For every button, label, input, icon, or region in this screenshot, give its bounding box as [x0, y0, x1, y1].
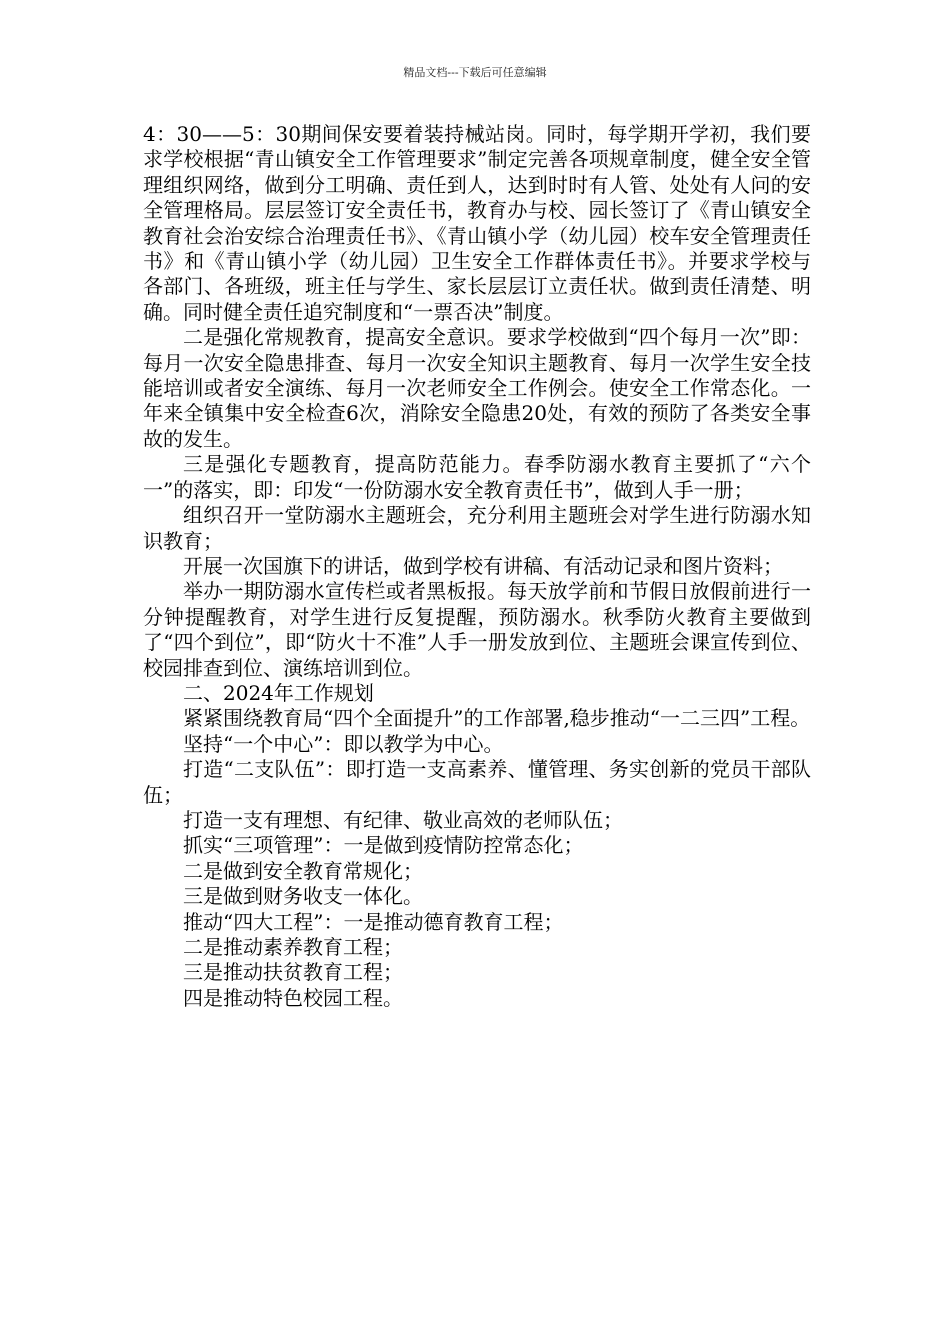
paragraph-flag-speech: 开展一次国旗下的讲话，做到学校有讲稿、有活动记录和图片资料； — [183, 553, 783, 578]
paragraph-poverty-education: 三是推动扶贫教育工程； — [183, 960, 403, 985]
paragraph-one-center: 坚持“一个中心”：即以教学为中心。 — [183, 731, 504, 756]
paragraph-two-teams: 打造“二支队伍”：即打造一支高素养、懂管理、务实创新的党员干部队伍； — [143, 757, 811, 807]
paragraph-security-management: 4：30——5：30期间保安要着装持械站岗。同时，每学期开学初，我们要求学校根据“青山镇安全工作管理要求”制定完善各项规章制度，健全安全管理组织网络，做到分工明确、责任到人，达到时时有人管、处处有人问的安全管理格局。层层签订安全责任书，教育办与校、园长签订了《青山镇安全教育社会治安综合治理责任书》、《青山镇小学（幼儿园）校车安全管理责任书》和《青山镇小学（幼儿园）卫生安全工作群体责任书》。并要求学校与各部门、各班级，班主任与学生、家长层层订立责任状。做到责任清楚、明确。同时健全责任追究制度和“一票否决”制度。 — [143, 122, 811, 324]
paragraph-plan-intro: 紧紧围绕教育局“四个全面提升”的工作部署,稳步推动“一二三四”工程。 — [183, 706, 811, 731]
paragraph-three-management: 抓实“三项管理”：一是做到疫情防控常态化； — [183, 833, 584, 858]
paragraph-routine-education: 二是强化常规教育，提高安全意识。要求学校做到“四个每月一次”即：每月一次安全隐患排查、每月一次安全知识主题教育、每月一次学生安全技能培训或者安全演练、每月一次老师安全工作例会。使安全工作常态化。一年来全镇集中安全检查6次，消除安全隐患20处，有效的预防了各类安全事故的发生。 — [143, 325, 811, 451]
paragraph-class-meeting: 组织召开一堂防溺水主题班会，充分利用主题班会对学生进行防溺水知识教育； — [143, 503, 811, 553]
paragraph-teacher-team: 打造一支有理想、有纪律、敬业高效的老师队伍； — [183, 807, 623, 832]
paragraph-finance: 三是做到财务收支一体化。 — [183, 884, 423, 909]
section-heading-work-plan: 二、2024年工作规划 — [183, 680, 374, 705]
paragraph-safety-routine: 二是做到安全教育常规化； — [183, 858, 423, 883]
paragraph-quality-education: 二是推动素养教育工程； — [183, 935, 403, 959]
paragraph-bulletin-board: 举办一期防溺水宣传栏或者黑板报。每天放学前和节假日放假前进行一分钟提醒教育，对学生进行反复提醒，预防溺水。秋季防火教育主要做到了“四个到位”，即“防火十不准”人手一册发放到位、主题班会课宣传到位、校园排查到位、演练培训到位。 — [143, 579, 811, 680]
document-body — [143, 122, 811, 1011]
paragraph-featured-campus: 四是推动特色校园工程。 — [183, 985, 403, 1010]
paragraph-special-education: 三是强化专题教育，提高防范能力。春季防溺水教育主要抓了“六个一”的落实，即：印发“一份防溺水安全教育责任书”，做到人手一册； — [143, 452, 811, 502]
paragraph-four-projects: 推动“四大工程”：一是推动德育教育工程； — [183, 909, 564, 934]
page-header: 精品文档---下载后可任意编辑 — [403, 66, 547, 79]
